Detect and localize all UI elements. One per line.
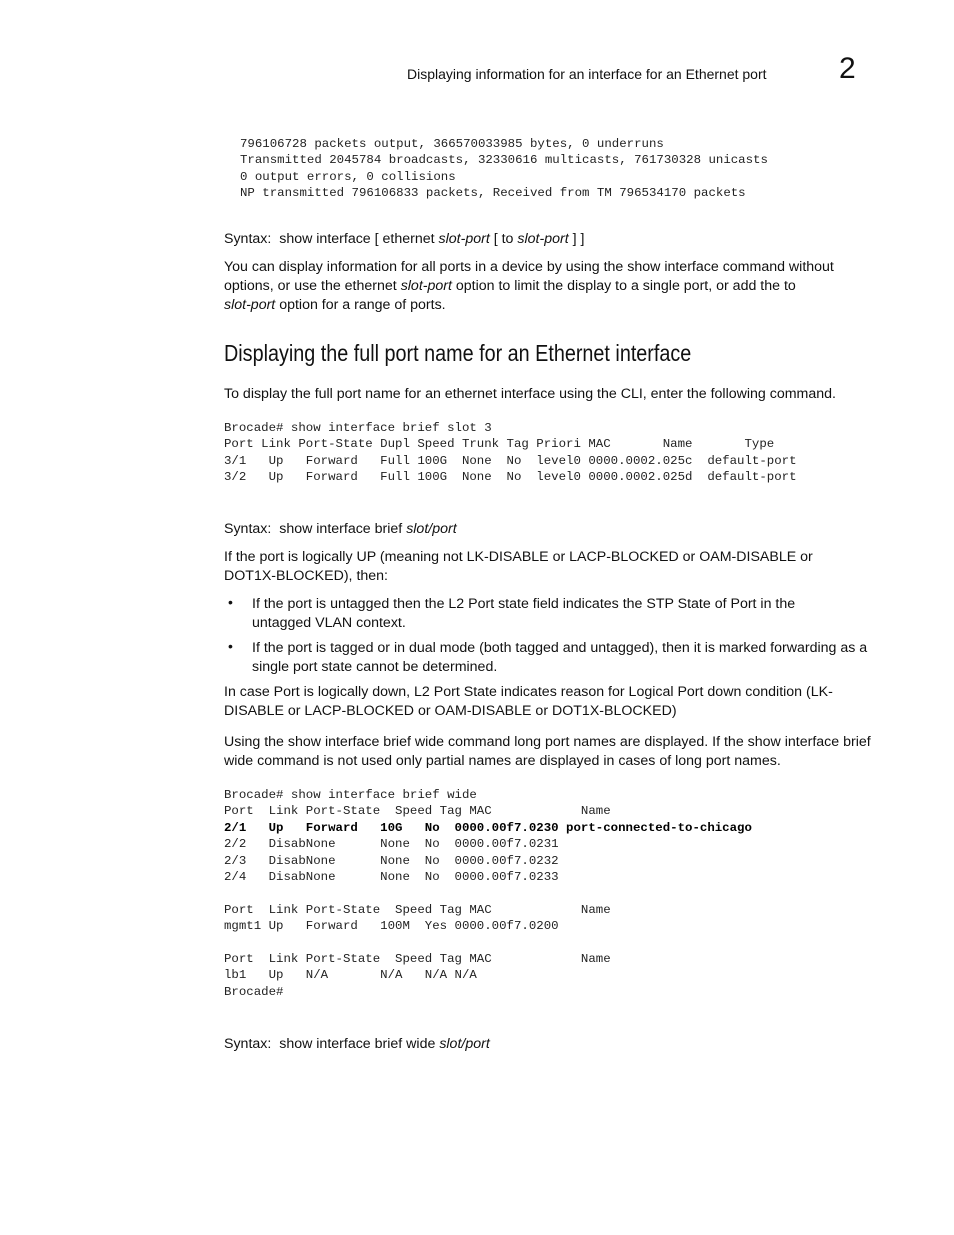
- syntax-brief: [224, 521, 457, 537]
- code-line: [224, 935, 752, 951]
- bullet-marker: •: [228, 594, 233, 610]
- syntax-text: [ to: [489, 231, 518, 247]
- syntax-label: Syntax:: [224, 521, 272, 537]
- code-line: Port Link Port-State Speed Tag MAC Name: [224, 902, 611, 917]
- syntax-label: Syntax:: [224, 231, 272, 247]
- keyword: show interface: [627, 259, 719, 275]
- code-line: 0 output errors, 0 collisions: [240, 169, 456, 184]
- text: option for a range of ports.: [275, 297, 446, 313]
- argument: slot-port: [224, 297, 276, 313]
- code-line: Port Link Port-State Speed Tag MAC Name: [224, 804, 611, 819]
- section-heading: Displaying the full port name for an Ethernet interface: [224, 340, 692, 366]
- code-block-brief-slot: [224, 420, 797, 486]
- syntax-command: show interface brief: [279, 521, 407, 537]
- syntax-arg: slot/port: [406, 521, 457, 537]
- code-line: Brocade#: [224, 984, 284, 999]
- paragraph-show-interface-desc: [224, 258, 874, 315]
- code-line: Brocade# show interface brief slot 3: [224, 421, 492, 435]
- code-line: 3/1 Up Forward Full 100G None No level0 0000.0002.025c default-port: [224, 453, 797, 468]
- syntax-arg: slot-port: [438, 231, 490, 247]
- code-line: 3/2 Up Forward Full 100G None No level0 0000.0002.025d default-port: [224, 470, 797, 485]
- keyword: show interface brief wide: [287, 734, 445, 750]
- running-header-title: Displaying information for an interface for an Ethernet port: [407, 66, 767, 82]
- keyword: to: [783, 278, 796, 294]
- syntax-arg: slot/port: [439, 1036, 490, 1052]
- code-line: 2/2 DisabNone None No 0000.00f7.0231: [224, 837, 559, 852]
- syntax-label: Syntax:: [224, 1036, 272, 1052]
- keyword: ethernet: [344, 278, 397, 294]
- argument: slot-port: [400, 278, 452, 294]
- code-line: 2/4 DisabNone None No 0000.00f7.0233: [224, 870, 559, 885]
- chapter-number: 2: [839, 52, 856, 85]
- paragraph-logically-down: In case Port is logically down, L2 Port State indicates reason for Logical Port down condition (LK-DISABLE or LACP-BLOCKED or OAM-DISABLE or DOT1X-BLOCKED): [224, 684, 833, 719]
- bullet-item: If the port is tagged or in dual mode (both tagged and untagged), then it is marked forwarding as a single port state cannot be determined.: [252, 640, 868, 675]
- code-line: 2/3 DisabNone None No 0000.00f7.0232: [224, 853, 559, 868]
- code-line: Brocade# show interface brief wide: [224, 788, 477, 802]
- syntax-brief-wide: [224, 1036, 490, 1052]
- paragraph-brief-wide: [224, 733, 884, 771]
- text: You can display information for all ports in a device by using the: [224, 259, 628, 275]
- bullet-item: If the port is untagged then the L2 Port state field indicates the STP State of Port in the untagged VLAN context.: [252, 596, 796, 631]
- code-line: Transmitted 2045784 broadcasts, 32330616 multicasts, 761730328 unicasts: [240, 153, 768, 168]
- text: command is not used only partial names are displayed in cases of long port names.: [253, 753, 781, 769]
- code-line: 796106728 packets output, 366570033985 bytes, 0 underruns: [240, 137, 664, 151]
- code-line: Port Link Port-State Speed Tag MAC Name: [224, 952, 611, 967]
- code-line: Port Link Port-State Dupl Speed Trunk Tag Priori MAC Name Type: [224, 437, 775, 452]
- syntax-text: ] ]: [568, 231, 585, 247]
- code-line: mgmt1 Up Forward 100M Yes 0000.00f7.0200: [224, 919, 559, 934]
- code-line: [224, 885, 752, 901]
- syntax-command: show interface [ ethernet: [279, 231, 439, 247]
- bullet-marker: •: [228, 638, 233, 654]
- text: Using the: [224, 734, 288, 750]
- syntax-arg: slot-port: [517, 231, 569, 247]
- code-line-highlighted: 2/1 Up Forward 10G No 0000.00f7.0230 port-connected-to-chicago: [224, 820, 752, 835]
- code-line: lb1 Up N/A N/A N/A N/A: [224, 968, 477, 983]
- code-line: NP transmitted 796106833 packets, Received from TM 796534170 packets: [240, 186, 746, 201]
- text: command without options, or use the: [224, 259, 834, 294]
- code-block-brief-wide: [224, 787, 752, 1000]
- text: option to limit the display to a single port, or add the: [451, 278, 784, 294]
- keyword: show interface brief wide: [224, 734, 871, 769]
- text: command long port names are displayed. If the: [444, 734, 748, 750]
- paragraph-logically-up: If the port is logically UP (meaning not LK-DISABLE or LACP-BLOCKED or OAM-DISABLE or DOT1X-BLOCKED), then:: [224, 549, 813, 584]
- code-block-output-stats: [240, 136, 768, 202]
- syntax-command: show interface brief wide: [279, 1036, 440, 1052]
- paragraph-intro: To display the full port name for an ethernet interface using the CLI, enter the following command.: [224, 386, 836, 402]
- syntax-show-interface: [224, 231, 584, 247]
